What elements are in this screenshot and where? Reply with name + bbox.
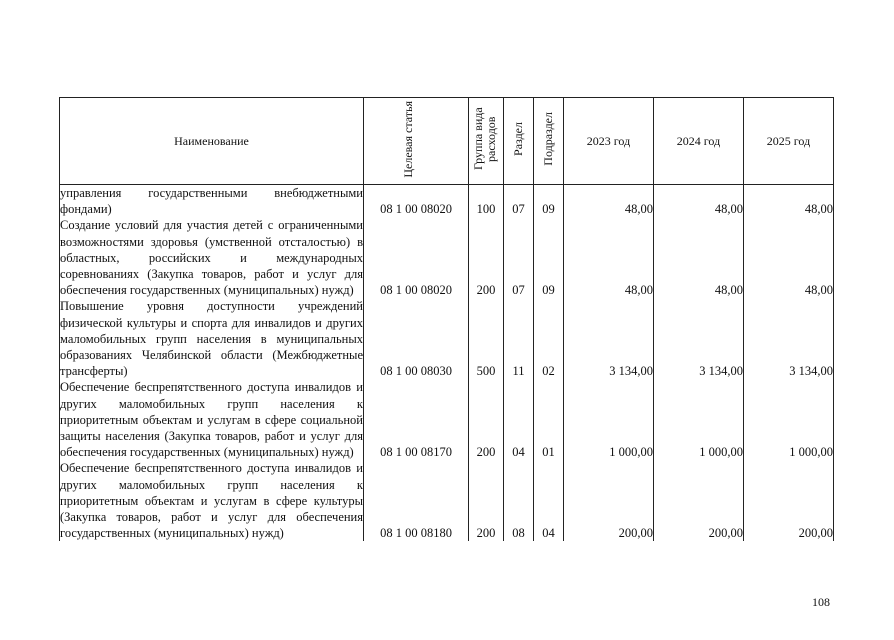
row-2025: 200,00 xyxy=(744,460,834,541)
header-group: Группа вида расходов xyxy=(469,98,504,185)
row-name: Повышение уровня доступности учреждений физической культуры и спорта для инвалидов и других маломобильных групп населения в муниципальных образованиях Челябинской области (Межбюджетные трансферты) xyxy=(60,299,363,379)
table-row xyxy=(60,379,834,460)
header-name: Наименование xyxy=(60,98,364,185)
row-2024: 200,00 xyxy=(654,460,744,541)
table-row xyxy=(60,185,834,218)
row-2024: 48,00 xyxy=(654,185,744,218)
row-group: 200 xyxy=(469,217,504,298)
row-2023: 48,00 xyxy=(564,185,654,218)
row-name: Обеспечение беспрепятственного доступа инвалидов и других маломобильных групп населения к приоритетным объектам и услугам в сфере культуры (Закупка товаров, работ и услуг для обеспечения государственных (муниципальных) нужд) xyxy=(60,461,363,541)
row-subsection: 02 xyxy=(534,298,564,379)
header-2025: 2025 год xyxy=(744,98,834,185)
row-section: 07 xyxy=(504,217,534,298)
budget-table xyxy=(59,97,834,541)
row-section: 11 xyxy=(504,298,534,379)
row-2023: 48,00 xyxy=(564,217,654,298)
row-2023: 200,00 xyxy=(564,460,654,541)
row-2025: 1 000,00 xyxy=(744,379,834,460)
row-subsection: 09 xyxy=(534,217,564,298)
row-2025: 3 134,00 xyxy=(744,298,834,379)
row-name: Создание условий для участия детей с ограниченными возможностями здоровья (умственной отсталостью) в областных, российских и международных соревнованиях (Закупка товаров, работ и услуг для обеспечения государственных (муниципальных) нужд) xyxy=(60,218,363,298)
row-section: 04 xyxy=(504,379,534,460)
row-2024: 1 000,00 xyxy=(654,379,744,460)
row-target: 08 1 00 08020 xyxy=(364,217,469,298)
row-target: 08 1 00 08030 xyxy=(364,298,469,379)
row-name: Обеспечение беспрепятственного доступа инвалидов и других маломобильных групп населения к приоритетным объектам и услугам в сфере социальной защиты населения (Закупка товаров, работ и услуг для обеспечения государственных (муниципальных) нужд) xyxy=(60,380,363,460)
header-2024: 2024 год xyxy=(654,98,744,185)
page-number: 108 xyxy=(812,595,830,609)
table-row xyxy=(60,217,834,298)
header-2023: 2023 год xyxy=(564,98,654,185)
table-row xyxy=(60,298,834,379)
row-target: 08 1 00 08170 xyxy=(364,379,469,460)
row-target: 08 1 00 08180 xyxy=(364,460,469,541)
header-subsection: Подраздел xyxy=(534,98,564,185)
row-2025: 48,00 xyxy=(744,217,834,298)
header-target: Целевая статья xyxy=(364,98,469,185)
row-target: 08 1 00 08020 xyxy=(364,185,469,218)
header-row xyxy=(60,98,834,185)
row-subsection: 09 xyxy=(534,185,564,218)
row-group: 200 xyxy=(469,460,504,541)
row-section: 07 xyxy=(504,185,534,218)
row-group: 500 xyxy=(469,298,504,379)
row-subsection: 01 xyxy=(534,379,564,460)
row-2025: 48,00 xyxy=(744,185,834,218)
row-name: управления государственными внебюджетными фондами) xyxy=(60,186,363,217)
row-subsection: 04 xyxy=(534,460,564,541)
row-2023: 3 134,00 xyxy=(564,298,654,379)
header-section: Раздел xyxy=(504,98,534,185)
row-2024: 48,00 xyxy=(654,217,744,298)
row-2023: 1 000,00 xyxy=(564,379,654,460)
row-2024: 3 134,00 xyxy=(654,298,744,379)
row-section: 08 xyxy=(504,460,534,541)
row-group: 100 xyxy=(469,185,504,218)
row-group: 200 xyxy=(469,379,504,460)
table-row xyxy=(60,460,834,541)
